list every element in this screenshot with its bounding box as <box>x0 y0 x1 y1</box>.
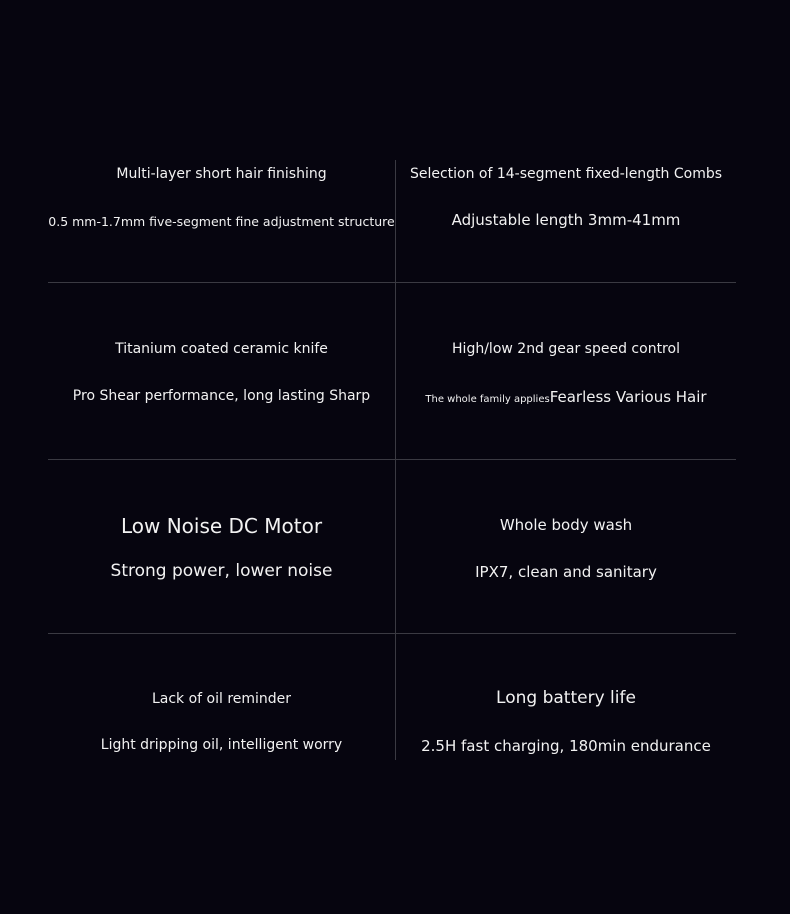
feature-cell-battery-life <box>396 634 736 760</box>
feature-cell-combs <box>396 160 736 282</box>
feature-title: Whole body wash <box>499 516 633 534</box>
feature-cell-short-hair <box>48 160 395 282</box>
feature-subtitle: Light dripping oil, intelligent worry <box>100 737 343 753</box>
feature-cell-dc-motor <box>48 460 395 633</box>
feature-subtitle-small: The whole family applies <box>425 394 550 405</box>
feature-subtitle: IPX7, clean and sanitary <box>475 563 657 581</box>
feature-subtitle-large: Fearless Various Hair <box>549 388 707 406</box>
feature-cell-speed-control <box>396 283 736 459</box>
feature-subtitle: 2.5H fast charging, 180min endurance <box>421 737 711 755</box>
feature-title: Selection of 14-segment fixed-length Combs <box>409 166 723 182</box>
feature-cell-body-wash <box>396 460 736 633</box>
feature-title: High/low 2nd gear speed control <box>452 341 680 357</box>
feature-subtitle <box>396 387 736 406</box>
feature-title: Lack of oil reminder <box>151 691 292 707</box>
feature-subtitle: 0.5 mm-1.7mm five-segment fine adjustment structure <box>48 214 395 229</box>
feature-title: Low Noise DC Motor <box>120 514 323 538</box>
feature-cell-ceramic-knife <box>48 283 395 459</box>
feature-title: Multi-layer short hair finishing <box>116 166 327 182</box>
feature-subtitle: Adjustable length 3mm-41mm <box>451 211 681 229</box>
feature-subtitle: Pro Shear performance, long lasting Sharp <box>72 388 371 404</box>
feature-title: Titanium coated ceramic knife <box>115 341 328 357</box>
feature-grid <box>48 160 736 760</box>
feature-cell-oil-reminder <box>48 634 395 760</box>
feature-title: Long battery life <box>496 688 636 708</box>
feature-subtitle: Strong power, lower noise <box>110 561 333 581</box>
